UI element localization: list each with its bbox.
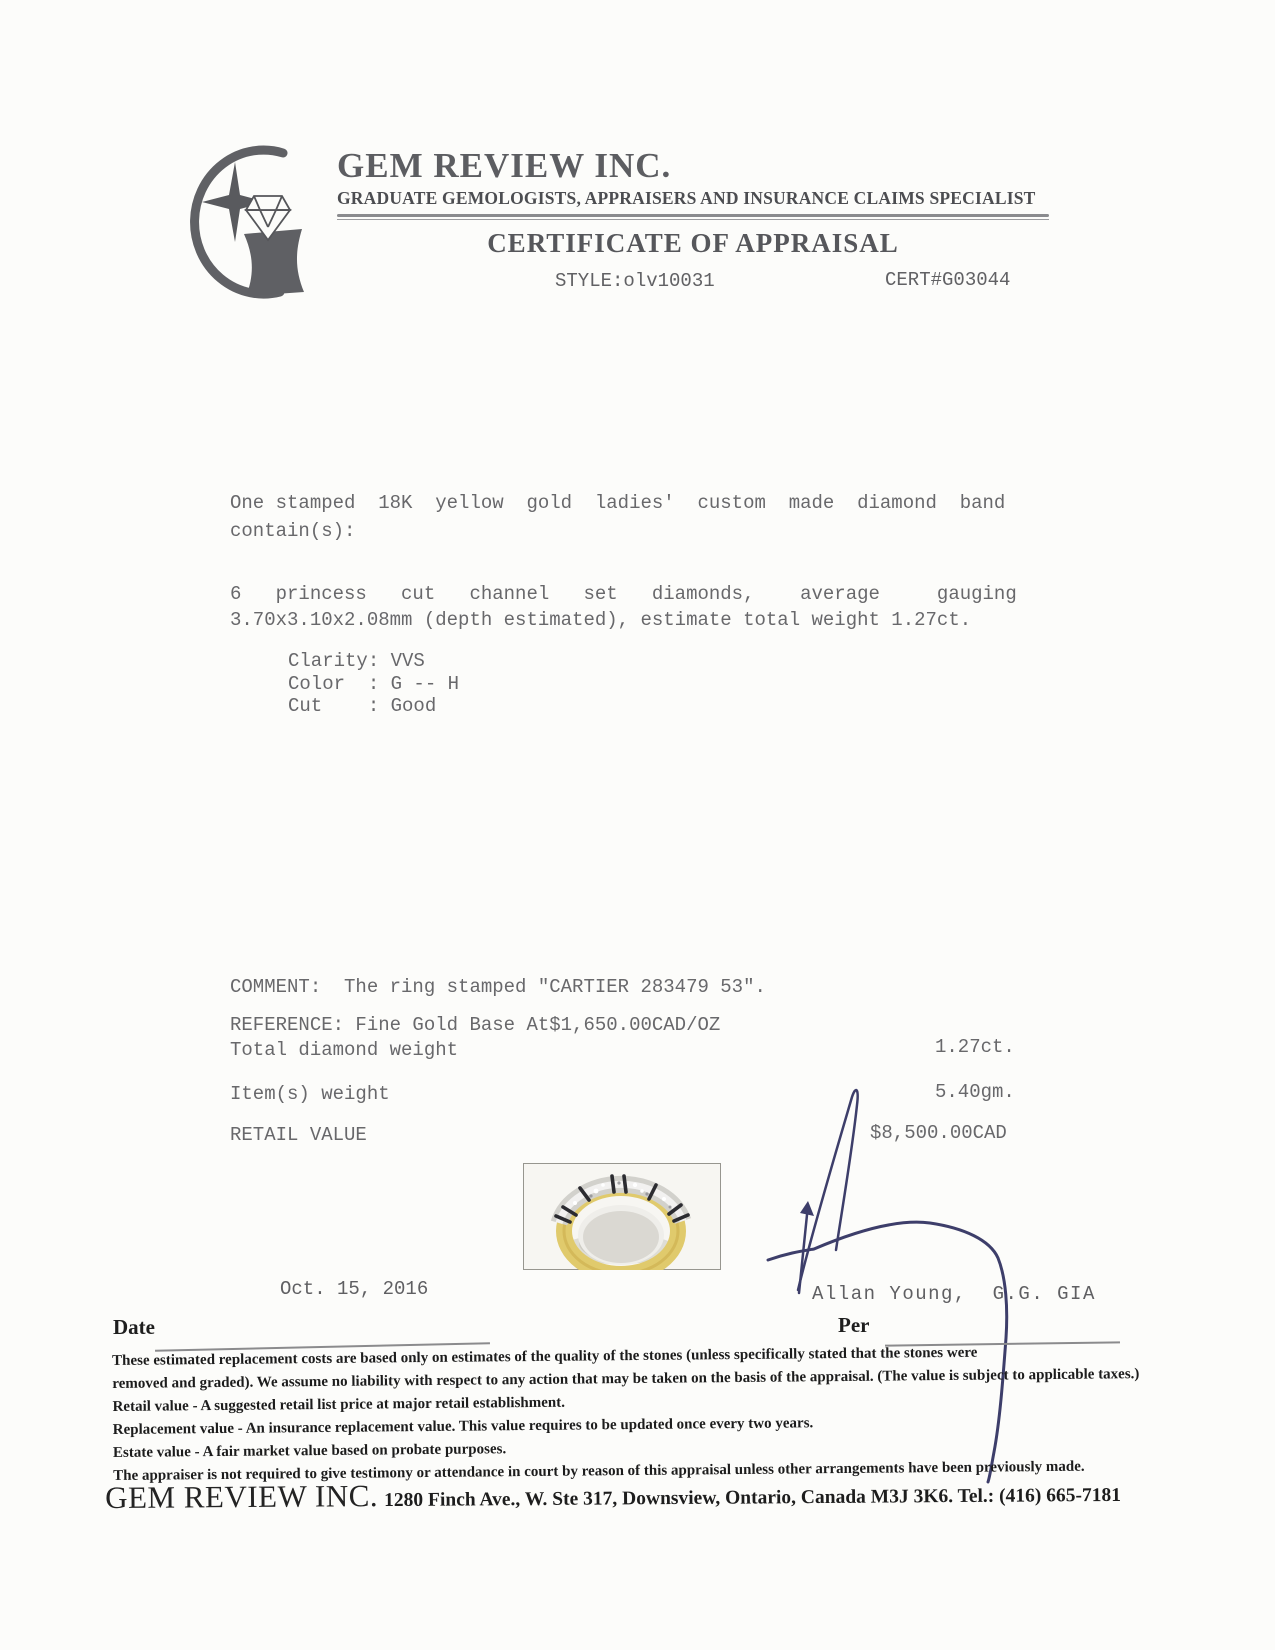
footer xyxy=(105,1472,1195,1516)
intro-line-1: One stamped 18K yellow gold ladies' custom made diamond band xyxy=(230,492,1006,514)
intro-line-2: contain(s): xyxy=(230,520,356,542)
gem-review-logo xyxy=(162,132,334,308)
footer-company-name: GEM REVIEW INC. xyxy=(105,1478,379,1515)
logo-graphic xyxy=(162,132,334,308)
item-description xyxy=(230,489,1005,545)
appraiser-name: Allan Young, G.G. GIA xyxy=(812,1283,1096,1305)
cert-number: CERT#G03044 xyxy=(885,269,1011,291)
company-tagline: GRADUATE GEMOLOGISTS, APPRAISERS AND INSURANCE CLAIMS SPECIALIST xyxy=(337,188,1036,208)
logo-g-foot-icon xyxy=(244,229,304,296)
appraisal-date: Oct. 15, 2016 xyxy=(280,1278,429,1300)
disclaimer-line-5: Estate value - A fair market value based on probate purposes. xyxy=(112,1441,507,1461)
disclaimer-text xyxy=(112,1340,1183,1488)
disclaimer-line-2: removed and graded). We assume no liability with respect to any action that may be taken on the basis of the appraisal. (The value is subject to applicable taxes.) xyxy=(112,1366,1140,1392)
reference-line: REFERENCE: Fine Gold Base At$1,650.00CAD/OZ xyxy=(230,1014,721,1036)
certificate-title: CERTIFICATE OF APPRAISAL xyxy=(487,228,899,258)
spec-clarity: Clarity: VVS xyxy=(288,650,425,672)
stones-line-2: 3.70x3.10x2.08mm (depth estimated), estimate total weight 1.27ct. xyxy=(230,609,972,631)
stones-line-1: 6 princess cut channel set diamonds, average gauging xyxy=(230,583,1017,605)
date-label: Date xyxy=(113,1315,155,1339)
style-number: STYLE:olv10031 xyxy=(555,270,715,292)
company-name: GEM REVIEW INC. xyxy=(337,146,672,185)
item-weight-label: Item(s) weight xyxy=(230,1083,390,1105)
disclaimer-line-6: The appraiser is not required to give testimony or attendance in court by reason of this appraisal unless other arrangements have been previously made. xyxy=(113,1458,1085,1484)
header-divider xyxy=(337,214,1049,220)
comment-line: COMMENT: The ring stamped "CARTIER 283479 53". xyxy=(230,976,766,998)
disclaimer-line-4: Replacement value - An insurance replacement value. This value requires to be updated once every two years. xyxy=(112,1415,814,1438)
disclaimer-line-1: These estimated replacement costs are based only on estimates of the quality of the stones (unless specifically stated that the stones were xyxy=(112,1344,978,1369)
footer-address: 1280 Finch Ave., W. Ste 317, Downsview, Ontario, Canada M3J 3K6. Tel.: (416) 665-7181 xyxy=(384,1484,1122,1512)
total-diamond-weight-label: Total diamond weight xyxy=(230,1039,459,1061)
ring-photo xyxy=(523,1163,721,1270)
retail-value-label: RETAIL VALUE xyxy=(230,1124,367,1146)
per-label: Per xyxy=(838,1313,870,1337)
retail-value-amount: $8,500.00CAD xyxy=(870,1122,1007,1144)
stone-specs xyxy=(288,650,459,718)
disclaimer-line-3: Retail value - A suggested retail list price at major retail establishment. xyxy=(112,1394,566,1415)
spec-color: Color : G -- H xyxy=(288,672,460,695)
total-diamond-weight-value: 1.27ct. xyxy=(935,1036,1015,1058)
spec-cut: Cut : Good xyxy=(288,695,437,717)
item-weight-value: 5.40gm. xyxy=(935,1081,1015,1103)
stones-description xyxy=(230,581,1017,633)
